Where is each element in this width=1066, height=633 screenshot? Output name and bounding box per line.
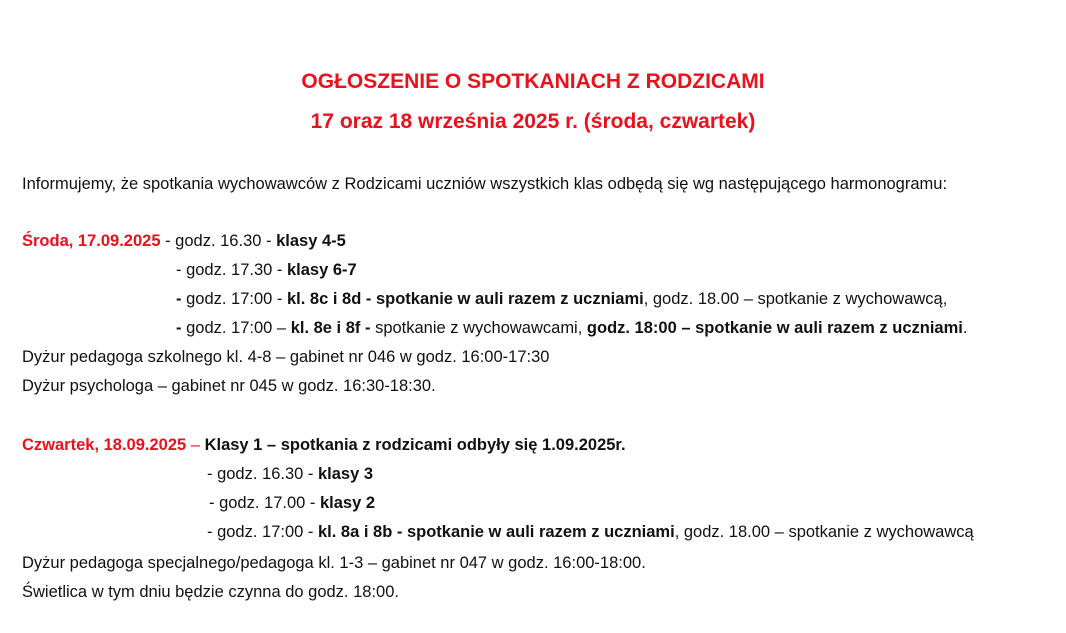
wednesday-row-3-time: godz. 17:00 -: [186, 290, 287, 308]
wednesday-row-1-classes: klasy 4-5: [276, 232, 346, 250]
thursday-duty-pedagogue: Dyżur pedagoga specjalnego/pedagoga kl. 1-3 – gabinet nr 047 w godz. 16:00-18:00.: [22, 554, 646, 572]
wednesday-row-4-time: godz. 17:00 –: [186, 319, 291, 337]
intro-text: Informujemy, że spotkania wychowawców z Rodzicami uczniów wszystkich klas odbędą się wg następującego harmonogramu:: [22, 175, 948, 193]
wednesday-row-3-dash: -: [176, 290, 187, 308]
wednesday-row-4-dash: -: [176, 319, 187, 337]
wednesday-row-4: [176, 318, 967, 338]
thursday-row-3-classes: kl. 8a i 8b - spotkanie w auli razem z uczniami: [317, 523, 675, 541]
announcement-title: OGŁOSZENIE O SPOTKANIACH Z RODZICAMI: [301, 70, 765, 93]
wednesday-heading: Środa, 17.09.2025: [22, 232, 161, 250]
wednesday-duty-pedagogue: Dyżur pedagoga szkolnego kl. 4-8 – gabinet nr 046 w godz. 16:00-17:30: [22, 348, 550, 366]
wednesday-duty-psychologist: Dyżur psychologa – gabinet nr 045 w godz. 16:30-18:30.: [22, 377, 436, 395]
thursday-row-3-time: - godz. 17:00 -: [207, 523, 318, 541]
wednesday-row-3-classes: kl. 8c i 8d - spotkanie w auli razem z uczniami: [287, 290, 644, 308]
wednesday-row-1-time: - godz. 16.30 -: [160, 232, 277, 250]
wednesday-row-4-end: .: [962, 319, 968, 337]
thursday-dash: –: [186, 436, 205, 454]
thursday-common-room: Świetlica w tym dniu będzie czynna do godz. 18:00.: [22, 583, 399, 601]
wednesday-row-2-classes: klasy 6-7: [286, 261, 357, 279]
thursday-heading: Czwartek, 18.09.2025: [22, 436, 187, 454]
wednesday-row-1: [22, 231, 346, 251]
wednesday-row-3-rest: , godz. 18.00 – spotkanie z wychowawcą,: [643, 290, 948, 308]
thursday-row-1-time: - godz. 16.30 -: [207, 465, 318, 483]
thursday-row-2: [209, 493, 375, 513]
thursday-row-2-time: - godz. 17.00 -: [209, 494, 320, 512]
thursday-row-1: [207, 464, 373, 484]
thursday-note: Klasy 1 – spotkania z rodzicami odbyły się 1.09.2025r.: [204, 436, 626, 454]
wednesday-row-4-auli: godz. 18:00 – spotkanie w auli razem z uczniami: [586, 319, 963, 337]
thursday-row-2-classes: klasy 2: [319, 494, 376, 512]
wednesday-row-3: [176, 289, 947, 309]
thursday-row-3: [207, 522, 974, 542]
wednesday-row-4-classes: kl. 8e i 8f -: [290, 319, 376, 337]
thursday-row-3-rest: , godz. 18.00 – spotkanie z wychowawcą: [674, 523, 974, 541]
announcement-dates: 17 oraz 18 września 2025 r. (środa, czwartek): [310, 110, 756, 133]
wednesday-row-4-meeting: spotkanie z wychowawcami,: [375, 319, 587, 337]
thursday-row-heading: [22, 435, 626, 455]
thursday-row-1-classes: klasy 3: [317, 465, 374, 483]
wednesday-row-2: [176, 260, 357, 280]
wednesday-row-2-time: - godz. 17.30 -: [176, 261, 287, 279]
